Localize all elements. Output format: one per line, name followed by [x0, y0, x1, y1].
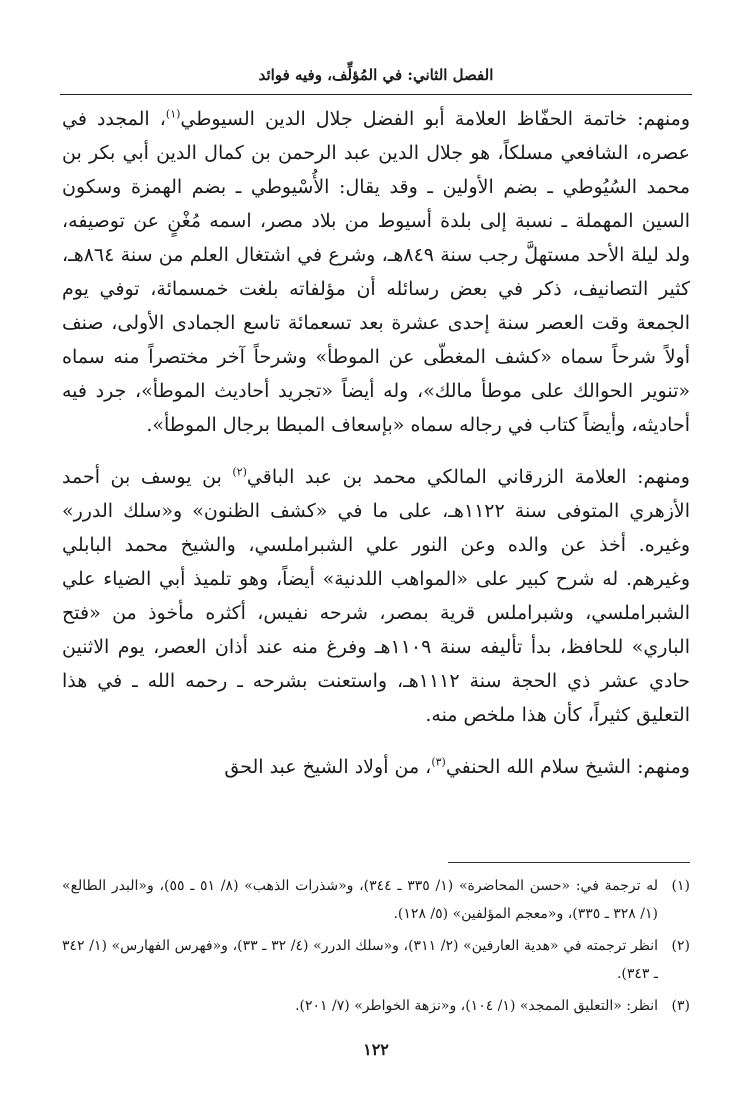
- paragraph-body: ، المجدد في عصره، الشافعي مسلكاً، هو جلال الدين عبد الرحمن بن كمال الدين أبي بكر بن محمد السُيُوطي ـ بضم الأولين ـ وقد يقال: الأُسْيوطي ـ بضم الهمزة وسكون السين المهملة ـ نسبة إلى بلدة أسيوط من بلاد مصر، اسمه مُغْنٍ عن توصيفه، ولد ليلة الأحد مستهلَّ رجب سنة ٨٤٩هـ، وشرع في اشتغال العلم من سنة ٨٦٤هـ، كثير التصانيف، ذكر في بعض رسائله أن مؤلفاته بلغت خمسمائة، توفي يوم الجمعة وقت العصر سنة إحدى عشرة بعد تسعمائة تاسع الجمادى الأولى، صنف أولاً شرحاً سماه «كشف المغطّى عن الموطأ» وشرحاً آخر مختصراً منه سماه «تنوير الحوالك على موطأ مالك»، وله أيضاً «تجريد أحاديث الموطأ»، جرد فيه أحاديثه، وأيضاً كتاب في رجاله سماه «بإسعاف المبطا برجال الموطأ».: [62, 108, 690, 436]
- paragraph-body: ، من أولاد الشيخ عبد الحق: [224, 756, 432, 778]
- footnote-divider: [448, 862, 690, 863]
- footnote-number: (٣): [671, 998, 690, 1014]
- footnote-ref[interactable]: (١): [165, 107, 181, 121]
- paragraph-lead: ومنهم: الشيخ سلام الله الحنفي: [445, 756, 690, 778]
- footnote-text: له ترجمة في: «حسن المحاضرة» (١/ ٣٣٥ ـ ٣٤٤)، و«شذرات الذهب» (٨/ ٥١ ـ ٥٥)، و«البدر الطالع» (١/ ٣٢٨ ـ ٣٣٥)، و«معجم المؤلفين» (٥/ ١٢٨).: [62, 878, 658, 922]
- paragraph-suyuti: [62, 102, 690, 442]
- footnote-item: [62, 992, 690, 1020]
- footnotes: [62, 872, 690, 1024]
- main-text: [62, 102, 690, 802]
- footnote-number: (٢): [671, 938, 690, 954]
- footnote-item: [62, 932, 690, 988]
- paragraph-salamullah: [62, 750, 690, 784]
- paragraph-body: بن يوسف بن أحمد الأزهري المتوفى سنة ١١٢٢هـ، على ما في «كشف الظنون» و«سلك الدرر» وغيره. أخذ عن والده وعن النور علي الشبراملسي، والشيخ محمد البابلي وغيرهم. له شرح كبير على «المواهب اللدنية» أيضاً، وهو تلميذ أبي الضياء علي الشبراملسي، وشبراملس قرية بمصر، شرحه نفيس، أكثره مأخوذ من «فتح الباري» للحافظ، بدأ تأليفه سنة ١١٠٩هـ وفرغ منه عند أذان العصر، يوم الاثنين حادي عشر ذي الحجة سنة ١١١٢هـ، واستعنت بشرحه ـ رحمه الله ـ في هذا التعليق كثيراً، كأن هذا ملخص منه.: [62, 466, 690, 726]
- header-divider: [60, 94, 692, 95]
- footnote-number: (١): [671, 878, 690, 894]
- paragraph-zurqani: [62, 460, 690, 732]
- footnote-item: [62, 872, 690, 928]
- page-number: ١٢٢: [363, 1040, 389, 1059]
- footnote-ref[interactable]: (٣): [431, 755, 446, 769]
- paragraph-lead: ومنهم: العلامة الزرقاني المالكي محمد بن عبد الباقي: [246, 466, 690, 488]
- footnote-text: انظر: «التعليق الممجد» (١/ ١٠٤)، و«نزهة الخواطر» (٧/ ٢٠١).: [295, 998, 658, 1014]
- footnote-ref[interactable]: (٢): [232, 465, 247, 479]
- paragraph-lead: ومنهم: خاتمة الحفّاظ العلامة أبو الفضل جلال الدين السيوطي: [180, 108, 690, 130]
- footnote-text: انظر ترجمته في «هدية العارفين» (٢/ ٣١١)، و«سلك الدرر» (٤/ ٣٢ ـ ٣٣)، و«فهرس الفهارس» (١/ ٣٤٢ ـ ٣٤٣).: [62, 938, 659, 982]
- running-header: الفصل الثاني: في المُؤلِّف، وفيه فوائد: [258, 66, 494, 84]
